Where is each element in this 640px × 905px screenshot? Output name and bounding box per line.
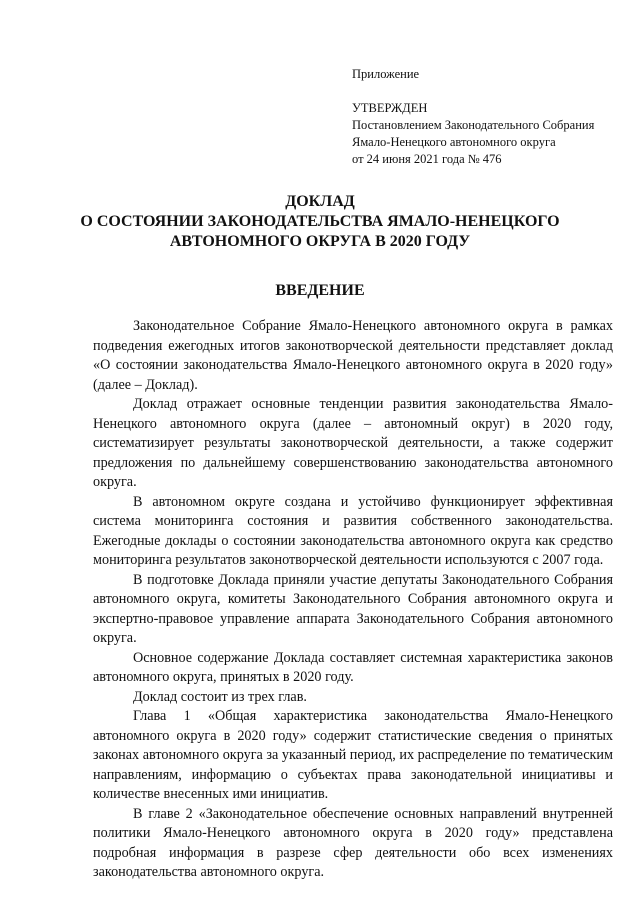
approved-label: УТВЕРЖДЕН [352,101,428,115]
document-title [0,192,640,252]
paragraph: Основное содержание Доклада составляет системная характеристика законов автономного округа, принятых в 2020 году. [93,649,613,685]
section-heading: ВВЕДЕНИЕ [275,282,365,299]
title-line: ДОКЛАД [285,193,355,210]
approval-line: Ямало-Ненецкого автономного округа [352,135,556,149]
appendix-label: Приложение [352,67,420,81]
title-line: АВТОНОМНОГО ОКРУГА В 2020 ГОДУ [169,233,471,250]
paragraph: Законодательное Собрание Ямало-Ненецкого автономного округа в рамках подведения ежегодных итогов законотворческой деятельности представляет доклад «О состоянии законодательства Ямало-Ненецкого автономного округа в 2020 году» (далее – Доклад). [93,318,613,393]
paragraph: В подготовке Доклада приняли участие депутаты Законодательного Собрания автономного округа, комитеты Законодательного Собрания автономного округа и экспертно-правовое управление аппарата Законодательного Собрания автономного округа. [93,571,613,646]
approval-line: от 24 июня 2021 года № 476 [352,152,502,166]
body-text [93,317,613,883]
paragraph: Доклад состоит из трех глав. [133,688,307,705]
paragraph: В главе 2 «Законодательное обеспечение основных направлений внутренней политики Ямало-Ненецкого автономного округа в 2020 году» представлена подробная информация в разрезе сфер деятельности обо всех изменениях законодательства автономного округа. [93,805,613,880]
paragraph: Глава 1 «Общая характеристика законодательства Ямало-Ненецкого автономного округа в 2020 году» содержит статистические сведения о принятых законах автономного округа за указанный период, их распределение по тематическим направлениям, информацию о субъектах права законодательной инициативы и количестве внесенных ими инициатив. [93,708,613,802]
approval-line: Постановлением Законодательного Собрания [352,118,595,132]
approval-stamp [352,66,632,168]
paragraph: Доклад отражает основные тенденции развития законодательства Ямало-Ненецкого автономного округа (далее – автономный округ) в 2020 году, систематизирует результаты законотворческой деятельности, а также содержит предложения по дальнейшему совершенствованию законодательства автономного округа. [93,396,613,490]
title-line: О СОСТОЯНИИ ЗАКОНОДАТЕЛЬСТВА ЯМАЛО-НЕНЕЦКОГО [80,213,560,230]
paragraph: В автономном округе создана и устойчиво функционирует эффективная система мониторинга состояния и развития собственного законодательства. Ежегодные доклады о состоянии законодательства автономного округа как средство мониторинга результатов законотворческой деятельности используются с 2007 года. [93,493,613,568]
